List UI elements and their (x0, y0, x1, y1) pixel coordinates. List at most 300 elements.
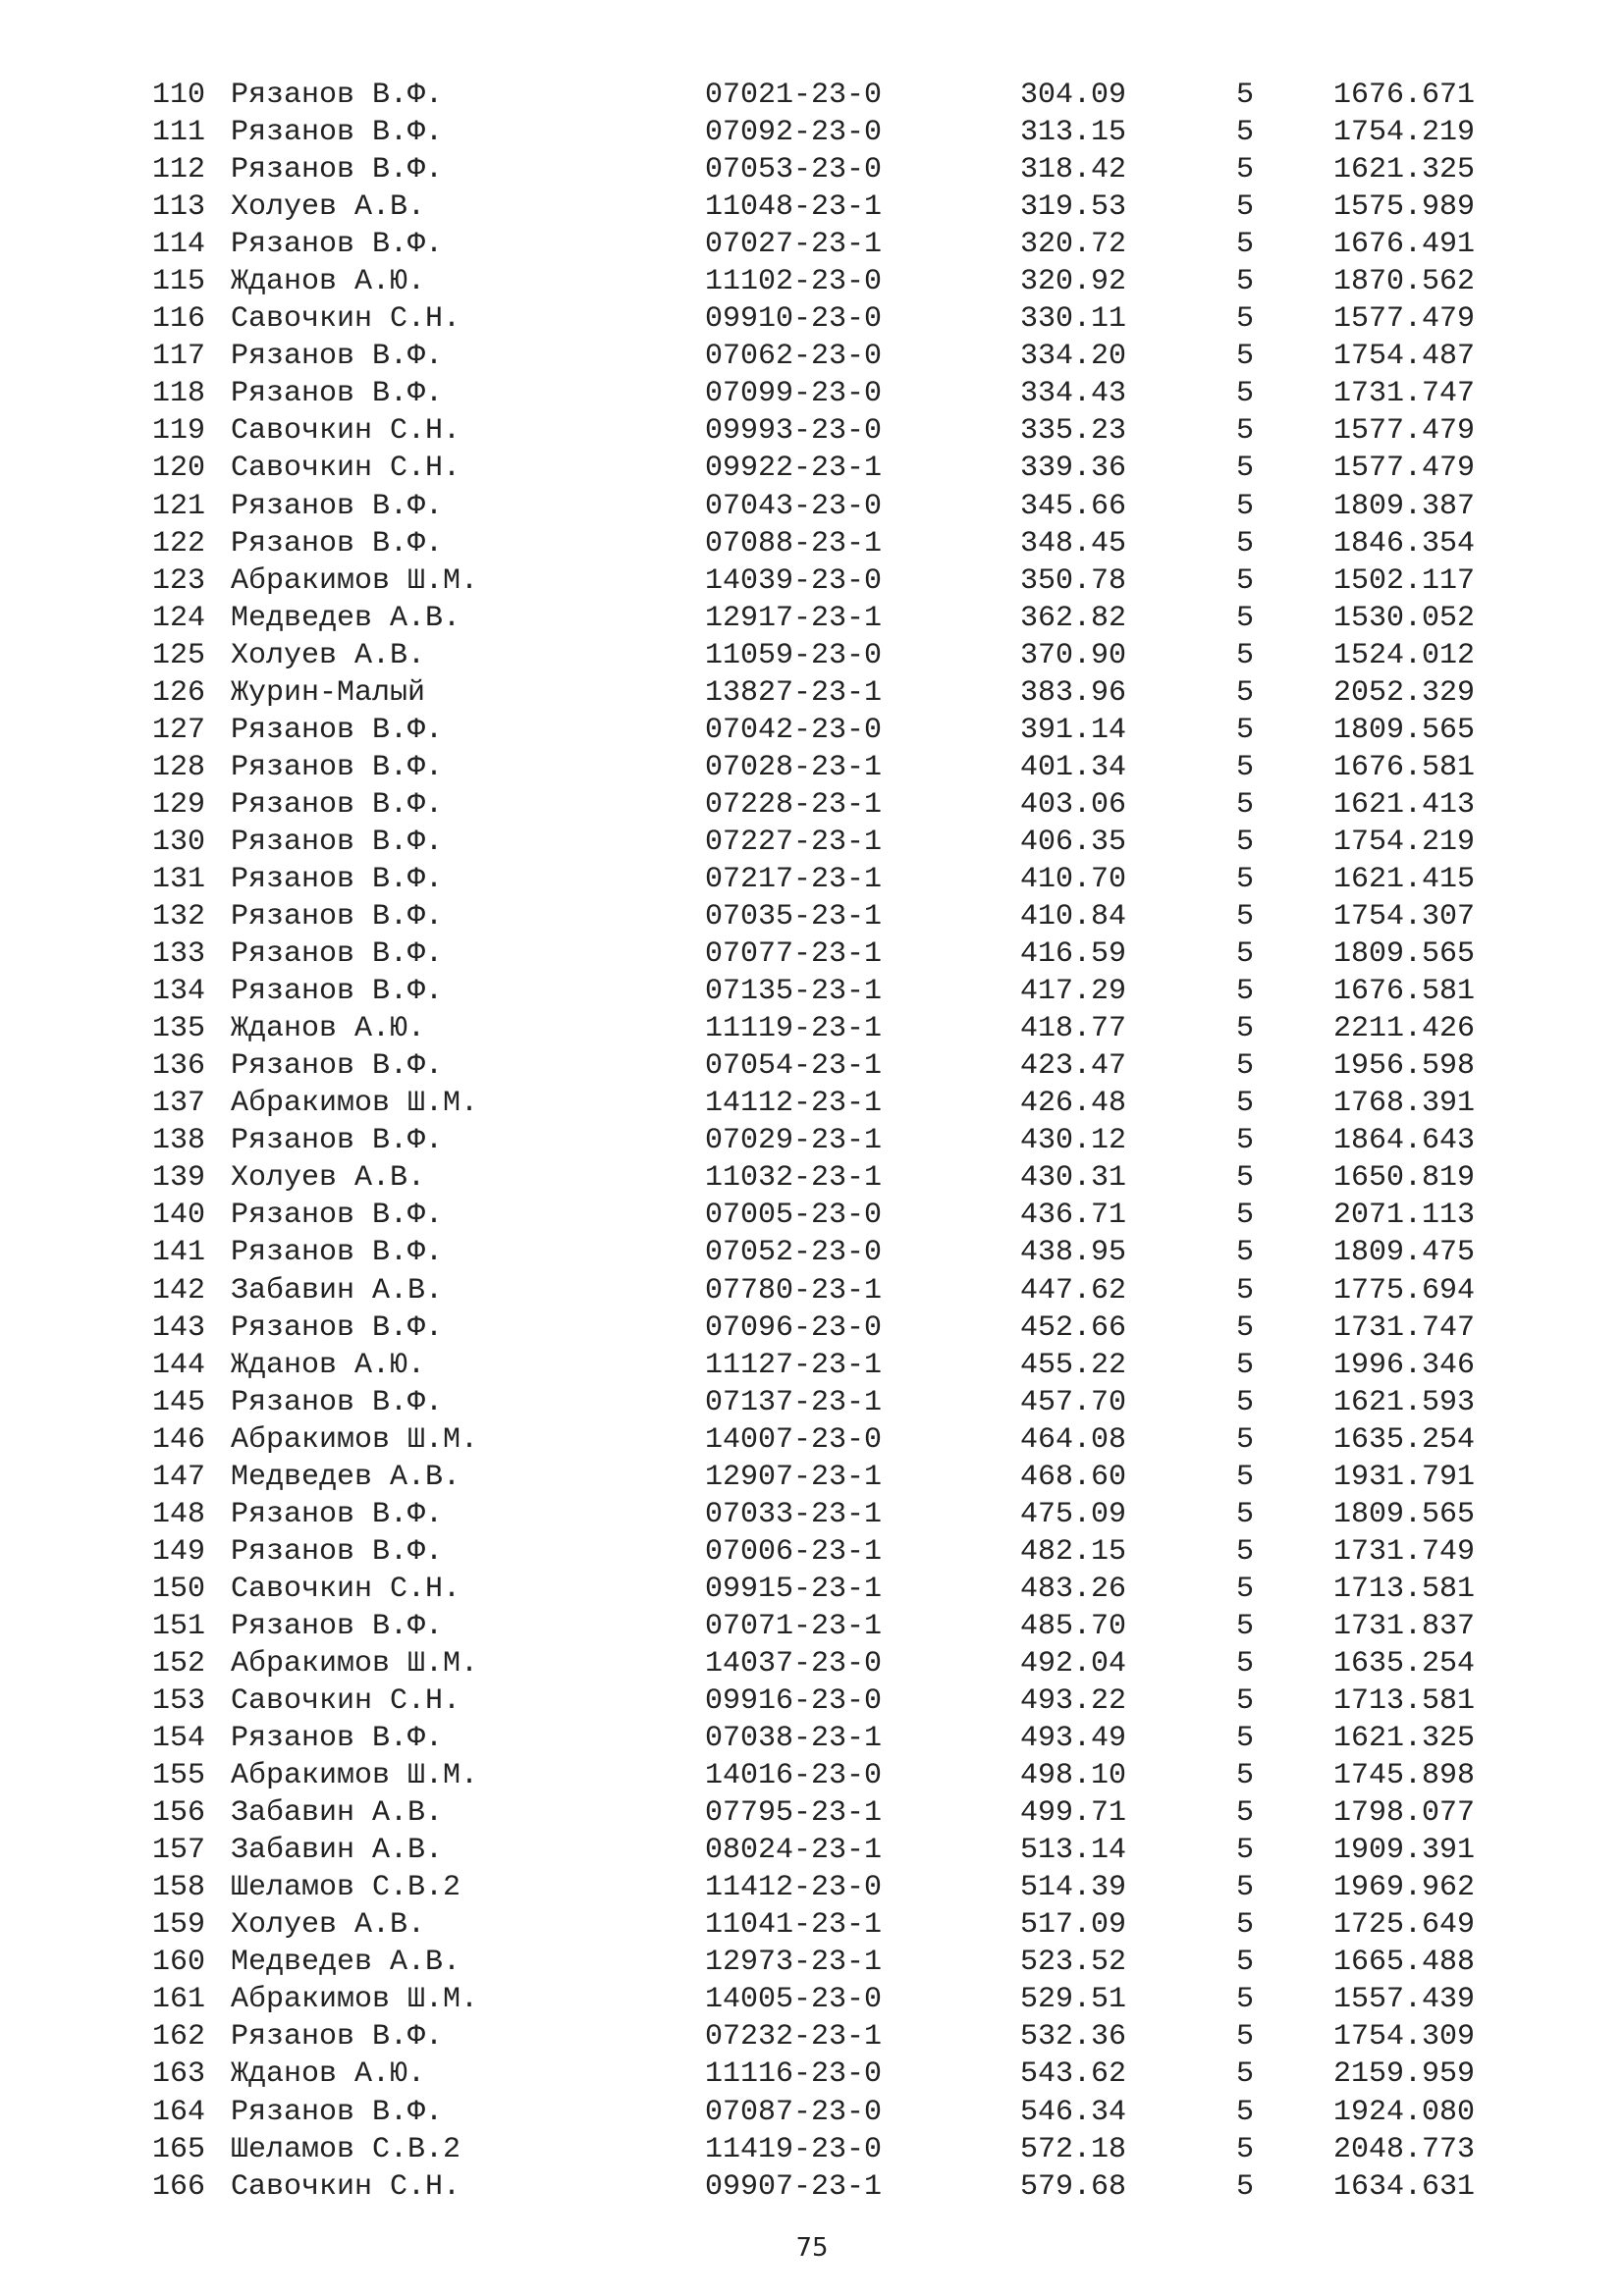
measurement-value: 532.36 (1020, 2020, 1127, 2055)
grade-value: 5 (1236, 1348, 1255, 1382)
measurement-value: 546.34 (1020, 2095, 1127, 2129)
row-number: 131 (152, 862, 206, 896)
table-row (0, 712, 1624, 749)
measurement-value: 406.35 (1020, 825, 1127, 859)
score-value: 1530.052 (1333, 601, 1476, 635)
record-code: 07062-23-0 (705, 340, 883, 374)
row-number: 127 (152, 713, 206, 747)
table-row (0, 1122, 1624, 1159)
record-code: 07077-23-1 (705, 937, 883, 972)
row-number: 122 (152, 526, 206, 561)
table-row (0, 1645, 1624, 1682)
measurement-value: 320.72 (1020, 228, 1127, 262)
table-row (0, 1159, 1624, 1197)
row-number: 123 (152, 563, 206, 598)
record-code: 07053-23-0 (705, 153, 883, 187)
table-row (0, 450, 1624, 487)
grade-value: 5 (1236, 825, 1255, 859)
grade-value: 5 (1236, 1871, 1255, 1905)
measurement-value: 543.62 (1020, 2057, 1127, 2092)
record-code: 14039-23-0 (705, 563, 883, 598)
record-code: 07227-23-1 (705, 825, 883, 859)
grade-value: 5 (1236, 750, 1255, 784)
measurement-value: 426.48 (1020, 1087, 1127, 1121)
record-code: 14005-23-0 (705, 1983, 883, 2017)
record-code: 12973-23-1 (705, 1946, 883, 1980)
score-value: 1621.415 (1333, 862, 1476, 896)
grade-value: 5 (1236, 1124, 1255, 1158)
operator-name: Забавин А.В. (231, 1834, 444, 1868)
grade-value: 5 (1236, 1609, 1255, 1643)
record-code: 07038-23-1 (705, 1722, 883, 1756)
grade-value: 5 (1236, 975, 1255, 1009)
score-value: 1676.491 (1333, 228, 1476, 262)
table-row (0, 1421, 1624, 1459)
operator-name: Рязанов В.Ф. (231, 1609, 444, 1643)
table-row (0, 1384, 1624, 1421)
table-row (0, 898, 1624, 935)
measurement-value: 517.09 (1020, 1908, 1127, 1943)
operator-name: Рязанов В.Ф. (231, 228, 444, 262)
row-number: 126 (152, 675, 206, 710)
measurement-value: 313.15 (1020, 116, 1127, 150)
record-code: 07217-23-1 (705, 862, 883, 896)
score-value: 1996.346 (1333, 1348, 1476, 1382)
measurement-value: 334.20 (1020, 340, 1127, 374)
row-number: 115 (152, 265, 206, 299)
row-number: 130 (152, 825, 206, 859)
table-row (0, 600, 1624, 637)
measurement-value: 447.62 (1020, 1273, 1127, 1308)
table-row (0, 1309, 1624, 1347)
measurement-value: 304.09 (1020, 79, 1127, 112)
table-row (0, 637, 1624, 674)
grade-value: 5 (1236, 1310, 1255, 1345)
grade-value: 5 (1236, 675, 1255, 710)
measurement-value: 430.31 (1020, 1161, 1127, 1196)
record-code: 09916-23-0 (705, 1684, 883, 1719)
record-code: 14112-23-1 (705, 1087, 883, 1121)
record-code: 11048-23-1 (705, 190, 883, 225)
score-value: 2159.959 (1333, 2057, 1476, 2092)
measurement-value: 318.42 (1020, 153, 1127, 187)
row-number: 161 (152, 1983, 206, 2017)
grade-value: 5 (1236, 452, 1255, 486)
table-row (0, 2018, 1624, 2056)
table-row (0, 824, 1624, 861)
operator-name: Рязанов В.Ф. (231, 787, 444, 822)
row-number: 141 (152, 1236, 206, 1270)
grade-value: 5 (1236, 563, 1255, 598)
row-number: 147 (152, 1460, 206, 1494)
measurement-value: 330.11 (1020, 302, 1127, 337)
operator-name: Журин-Малый (231, 675, 426, 710)
record-code: 07232-23-1 (705, 2020, 883, 2055)
record-code: 07099-23-0 (705, 377, 883, 411)
table-row (0, 412, 1624, 450)
grade-value: 5 (1236, 601, 1255, 635)
row-number: 116 (152, 302, 206, 337)
row-number: 120 (152, 452, 206, 486)
measurement-value: 499.71 (1020, 1796, 1127, 1831)
record-code: 07005-23-0 (705, 1199, 883, 1233)
record-code: 07087-23-0 (705, 2095, 883, 2129)
grade-value: 5 (1236, 1834, 1255, 1868)
measurement-value: 493.22 (1020, 1684, 1127, 1719)
table-row (0, 300, 1624, 338)
grade-value: 5 (1236, 1497, 1255, 1531)
row-number: 128 (152, 750, 206, 784)
record-code: 07035-23-1 (705, 900, 883, 934)
record-code: 07795-23-1 (705, 1796, 883, 1831)
row-number: 144 (152, 1348, 206, 1382)
table-row (0, 1794, 1624, 1832)
record-code: 11412-23-0 (705, 1871, 883, 1905)
grade-value: 5 (1236, 1460, 1255, 1494)
record-code: 09915-23-1 (705, 1572, 883, 1606)
table-row (0, 1571, 1624, 1608)
score-value: 1676.671 (1333, 79, 1476, 112)
record-code: 07088-23-1 (705, 526, 883, 561)
measurement-value: 403.06 (1020, 787, 1127, 822)
operator-name: Рязанов В.Ф. (231, 377, 444, 411)
record-code: 11059-23-0 (705, 638, 883, 672)
score-value: 1768.391 (1333, 1087, 1476, 1121)
record-code: 07042-23-0 (705, 713, 883, 747)
measurement-value: 401.34 (1020, 750, 1127, 784)
row-number: 124 (152, 601, 206, 635)
record-code: 11102-23-0 (705, 265, 883, 299)
row-number: 117 (152, 340, 206, 374)
operator-name: Рязанов В.Ф. (231, 713, 444, 747)
row-number: 143 (152, 1310, 206, 1345)
score-value: 1713.581 (1333, 1684, 1476, 1719)
record-code: 07043-23-0 (705, 489, 883, 523)
record-code: 07228-23-1 (705, 787, 883, 822)
grade-value: 5 (1236, 862, 1255, 896)
score-value: 1754.219 (1333, 825, 1476, 859)
record-code: 11127-23-1 (705, 1348, 883, 1382)
grade-value: 5 (1236, 1161, 1255, 1196)
grade-value: 5 (1236, 1012, 1255, 1046)
score-value: 1731.747 (1333, 1310, 1476, 1345)
measurement-value: 370.90 (1020, 638, 1127, 672)
row-number: 148 (152, 1497, 206, 1531)
row-number: 136 (152, 1049, 206, 1084)
score-value: 1676.581 (1333, 750, 1476, 784)
operator-name: Жданов А.Ю. (231, 2057, 426, 2092)
score-value: 1713.581 (1333, 1572, 1476, 1606)
measurement-value: 498.10 (1020, 1759, 1127, 1793)
operator-name: Шеламов С.В.2 (231, 1871, 461, 1905)
operator-name: Жданов А.Ю. (231, 265, 426, 299)
operator-name: Рязанов В.Ф. (231, 116, 444, 150)
operator-name: Абракимов Ш.М. (231, 1759, 479, 1793)
record-code: 09922-23-1 (705, 452, 883, 486)
score-value: 1621.593 (1333, 1385, 1476, 1419)
table-row (0, 375, 1624, 412)
row-number: 153 (152, 1684, 206, 1719)
measurement-value: 457.70 (1020, 1385, 1127, 1419)
operator-name: Савочкин С.Н. (231, 1572, 461, 1606)
measurement-value: 493.49 (1020, 1722, 1127, 1756)
row-number: 160 (152, 1946, 206, 1980)
operator-name: Абракимов Ш.М. (231, 1646, 479, 1681)
operator-name: Рязанов В.Ф. (231, 79, 444, 112)
grade-value: 5 (1236, 265, 1255, 299)
measurement-value: 514.39 (1020, 1871, 1127, 1905)
score-value: 1665.488 (1333, 1946, 1476, 1980)
score-value: 1931.791 (1333, 1460, 1476, 1494)
score-value: 1731.747 (1333, 377, 1476, 411)
record-code: 07006-23-1 (705, 1534, 883, 1569)
operator-name: Рязанов В.Ф. (231, 937, 444, 972)
row-number: 159 (152, 1908, 206, 1943)
table-row (0, 2131, 1624, 2168)
measurement-value: 335.23 (1020, 414, 1127, 449)
row-number: 146 (152, 1422, 206, 1457)
table-row (0, 1608, 1624, 1645)
measurement-value: 345.66 (1020, 489, 1127, 523)
score-value: 1956.598 (1333, 1049, 1476, 1084)
operator-name: Рязанов В.Ф. (231, 153, 444, 187)
grade-value: 5 (1236, 1946, 1255, 1980)
row-number: 155 (152, 1759, 206, 1793)
operator-name: Холуев А.В. (231, 638, 426, 672)
row-number: 129 (152, 787, 206, 822)
operator-name: Рязанов В.Ф. (231, 1310, 444, 1345)
operator-name: Холуев А.В. (231, 1161, 426, 1196)
grade-value: 5 (1236, 2169, 1255, 2204)
score-value: 1577.479 (1333, 302, 1476, 337)
record-code: 11119-23-1 (705, 1012, 883, 1046)
table-row (0, 1496, 1624, 1533)
measurement-value: 418.77 (1020, 1012, 1127, 1046)
table-row (0, 1682, 1624, 1720)
row-number: 165 (152, 2132, 206, 2166)
row-number: 134 (152, 975, 206, 1009)
operator-name: Рязанов В.Ф. (231, 1497, 444, 1531)
row-number: 151 (152, 1609, 206, 1643)
grade-value: 5 (1236, 900, 1255, 934)
table-row (0, 1272, 1624, 1309)
measurement-value: 482.15 (1020, 1534, 1127, 1569)
record-code: 07052-23-0 (705, 1236, 883, 1270)
grade-value: 5 (1236, 1236, 1255, 1270)
grade-value: 5 (1236, 787, 1255, 822)
record-code: 09910-23-0 (705, 302, 883, 337)
record-code: 11419-23-0 (705, 2132, 883, 2166)
operator-name: Холуев А.В. (231, 190, 426, 225)
grade-value: 5 (1236, 1273, 1255, 1308)
score-value: 1754.307 (1333, 900, 1476, 934)
score-value: 1731.749 (1333, 1534, 1476, 1569)
row-number: 145 (152, 1385, 206, 1419)
record-code: 07027-23-1 (705, 228, 883, 262)
table-row (0, 1347, 1624, 1384)
score-value: 2048.773 (1333, 2132, 1476, 2166)
operator-name: Абракимов Ш.М. (231, 563, 479, 598)
operator-name: Абракимов Ш.М. (231, 1087, 479, 1121)
grade-value: 5 (1236, 153, 1255, 187)
row-number: 138 (152, 1124, 206, 1158)
grade-value: 5 (1236, 526, 1255, 561)
operator-name: Рязанов В.Ф. (231, 2020, 444, 2055)
page-number: 75 (795, 2233, 829, 2263)
operator-name: Савочкин С.Н. (231, 414, 461, 449)
record-code: 13827-23-1 (705, 675, 883, 710)
table-row (0, 263, 1624, 300)
measurement-value: 362.82 (1020, 601, 1127, 635)
score-value: 1798.077 (1333, 1796, 1476, 1831)
operator-name: Савочкин С.Н. (231, 2169, 461, 2204)
measurement-value: 485.70 (1020, 1609, 1127, 1643)
record-code: 11041-23-1 (705, 1908, 883, 1943)
measurement-value: 436.71 (1020, 1199, 1127, 1233)
table-row (0, 151, 1624, 188)
measurement-value: 455.22 (1020, 1348, 1127, 1382)
row-number: 139 (152, 1161, 206, 1196)
score-value: 1621.325 (1333, 153, 1476, 187)
row-number: 150 (152, 1572, 206, 1606)
grade-value: 5 (1236, 1684, 1255, 1719)
score-value: 1634.631 (1333, 2169, 1476, 2204)
record-code: 07137-23-1 (705, 1385, 883, 1419)
score-value: 1650.819 (1333, 1161, 1476, 1196)
grade-value: 5 (1236, 1908, 1255, 1943)
grade-value: 5 (1236, 1385, 1255, 1419)
grade-value: 5 (1236, 2095, 1255, 2129)
grade-value: 5 (1236, 2132, 1255, 2166)
measurement-value: 438.95 (1020, 1236, 1127, 1270)
measurement-value: 416.59 (1020, 937, 1127, 972)
row-number: 114 (152, 228, 206, 262)
measurement-value: 423.47 (1020, 1049, 1127, 1084)
operator-name: Рязанов В.Ф. (231, 825, 444, 859)
measurement-value: 513.14 (1020, 1834, 1127, 1868)
record-code: 07071-23-1 (705, 1609, 883, 1643)
score-value: 1809.565 (1333, 937, 1476, 972)
table-row (0, 338, 1624, 375)
operator-name: Шеламов С.В.2 (231, 2132, 461, 2166)
score-value: 1635.254 (1333, 1422, 1476, 1457)
grade-value: 5 (1236, 1722, 1255, 1756)
operator-name: Рязанов В.Ф. (231, 526, 444, 561)
table-row (0, 1906, 1624, 1944)
measurement-value: 339.36 (1020, 452, 1127, 486)
table-row (0, 1234, 1624, 1271)
record-code: 07135-23-1 (705, 975, 883, 1009)
record-code: 08024-23-1 (705, 1834, 883, 1868)
score-value: 1775.694 (1333, 1273, 1476, 1308)
operator-name: Рязанов В.Ф. (231, 900, 444, 934)
operator-name: Рязанов В.Ф. (231, 1534, 444, 1569)
grade-value: 5 (1236, 1534, 1255, 1569)
record-code: 07054-23-1 (705, 1049, 883, 1084)
operator-name: Забавин А.В. (231, 1796, 444, 1831)
row-number: 164 (152, 2095, 206, 2129)
score-value: 1745.898 (1333, 1759, 1476, 1793)
score-value: 1809.387 (1333, 489, 1476, 523)
score-value: 1864.643 (1333, 1124, 1476, 1158)
operator-name: Рязанов В.Ф. (231, 1722, 444, 1756)
table-row (0, 1085, 1624, 1122)
operator-name: Рязанов В.Ф. (231, 975, 444, 1009)
score-value: 2052.329 (1333, 675, 1476, 710)
score-value: 1524.012 (1333, 638, 1476, 672)
row-number: 118 (152, 377, 206, 411)
table-row (0, 1197, 1624, 1234)
table-row (0, 1981, 1624, 2018)
score-value: 1676.581 (1333, 975, 1476, 1009)
row-number: 158 (152, 1871, 206, 1905)
record-code: 07033-23-1 (705, 1497, 883, 1531)
operator-name: Рязанов В.Ф. (231, 2095, 444, 2129)
score-value: 1809.475 (1333, 1236, 1476, 1270)
score-value: 2211.426 (1333, 1012, 1476, 1046)
row-number: 137 (152, 1087, 206, 1121)
operator-name: Рязанов В.Ф. (231, 1236, 444, 1270)
row-number: 133 (152, 937, 206, 972)
score-value: 1870.562 (1333, 265, 1476, 299)
record-code: 14007-23-0 (705, 1422, 883, 1457)
score-value: 1557.439 (1333, 1983, 1476, 2017)
grade-value: 5 (1236, 377, 1255, 411)
score-value: 1809.565 (1333, 1497, 1476, 1531)
measurement-value: 579.68 (1020, 2169, 1127, 2204)
grade-value: 5 (1236, 1422, 1255, 1457)
measurement-value: 529.51 (1020, 1983, 1127, 2017)
score-value: 1731.837 (1333, 1609, 1476, 1643)
operator-name: Рязанов В.Ф. (231, 1199, 444, 1233)
record-code: 07029-23-1 (705, 1124, 883, 1158)
operator-name: Рязанов В.Ф. (231, 1049, 444, 1084)
row-number: 125 (152, 638, 206, 672)
measurement-value: 319.53 (1020, 190, 1127, 225)
table-row (0, 188, 1624, 226)
operator-name: Жданов А.Ю. (231, 1348, 426, 1382)
row-number: 166 (152, 2169, 206, 2204)
score-value: 1725.649 (1333, 1908, 1476, 1943)
measurement-value: 492.04 (1020, 1646, 1127, 1681)
grade-value: 5 (1236, 1049, 1255, 1084)
record-code: 14037-23-0 (705, 1646, 883, 1681)
row-number: 140 (152, 1199, 206, 1233)
table-row (0, 1047, 1624, 1085)
record-code: 11032-23-1 (705, 1161, 883, 1196)
measurement-value: 391.14 (1020, 713, 1127, 747)
record-code: 14016-23-0 (705, 1759, 883, 1793)
row-number: 162 (152, 2020, 206, 2055)
score-value: 1754.487 (1333, 340, 1476, 374)
row-number: 110 (152, 79, 206, 112)
operator-name: Рязанов В.Ф. (231, 489, 444, 523)
grade-value: 5 (1236, 414, 1255, 449)
row-number: 156 (152, 1796, 206, 1831)
record-code: 07780-23-1 (705, 1273, 883, 1308)
measurement-value: 523.52 (1020, 1946, 1127, 1980)
grade-value: 5 (1236, 228, 1255, 262)
measurement-value: 383.96 (1020, 675, 1127, 710)
record-code: 12917-23-1 (705, 601, 883, 635)
record-code: 07096-23-0 (705, 1310, 883, 1345)
grade-value: 5 (1236, 1199, 1255, 1233)
table-row (0, 1720, 1624, 1757)
operator-name: Забавин А.В. (231, 1273, 444, 1308)
grade-value: 5 (1236, 79, 1255, 112)
score-value: 1502.117 (1333, 563, 1476, 598)
grade-value: 5 (1236, 1646, 1255, 1681)
